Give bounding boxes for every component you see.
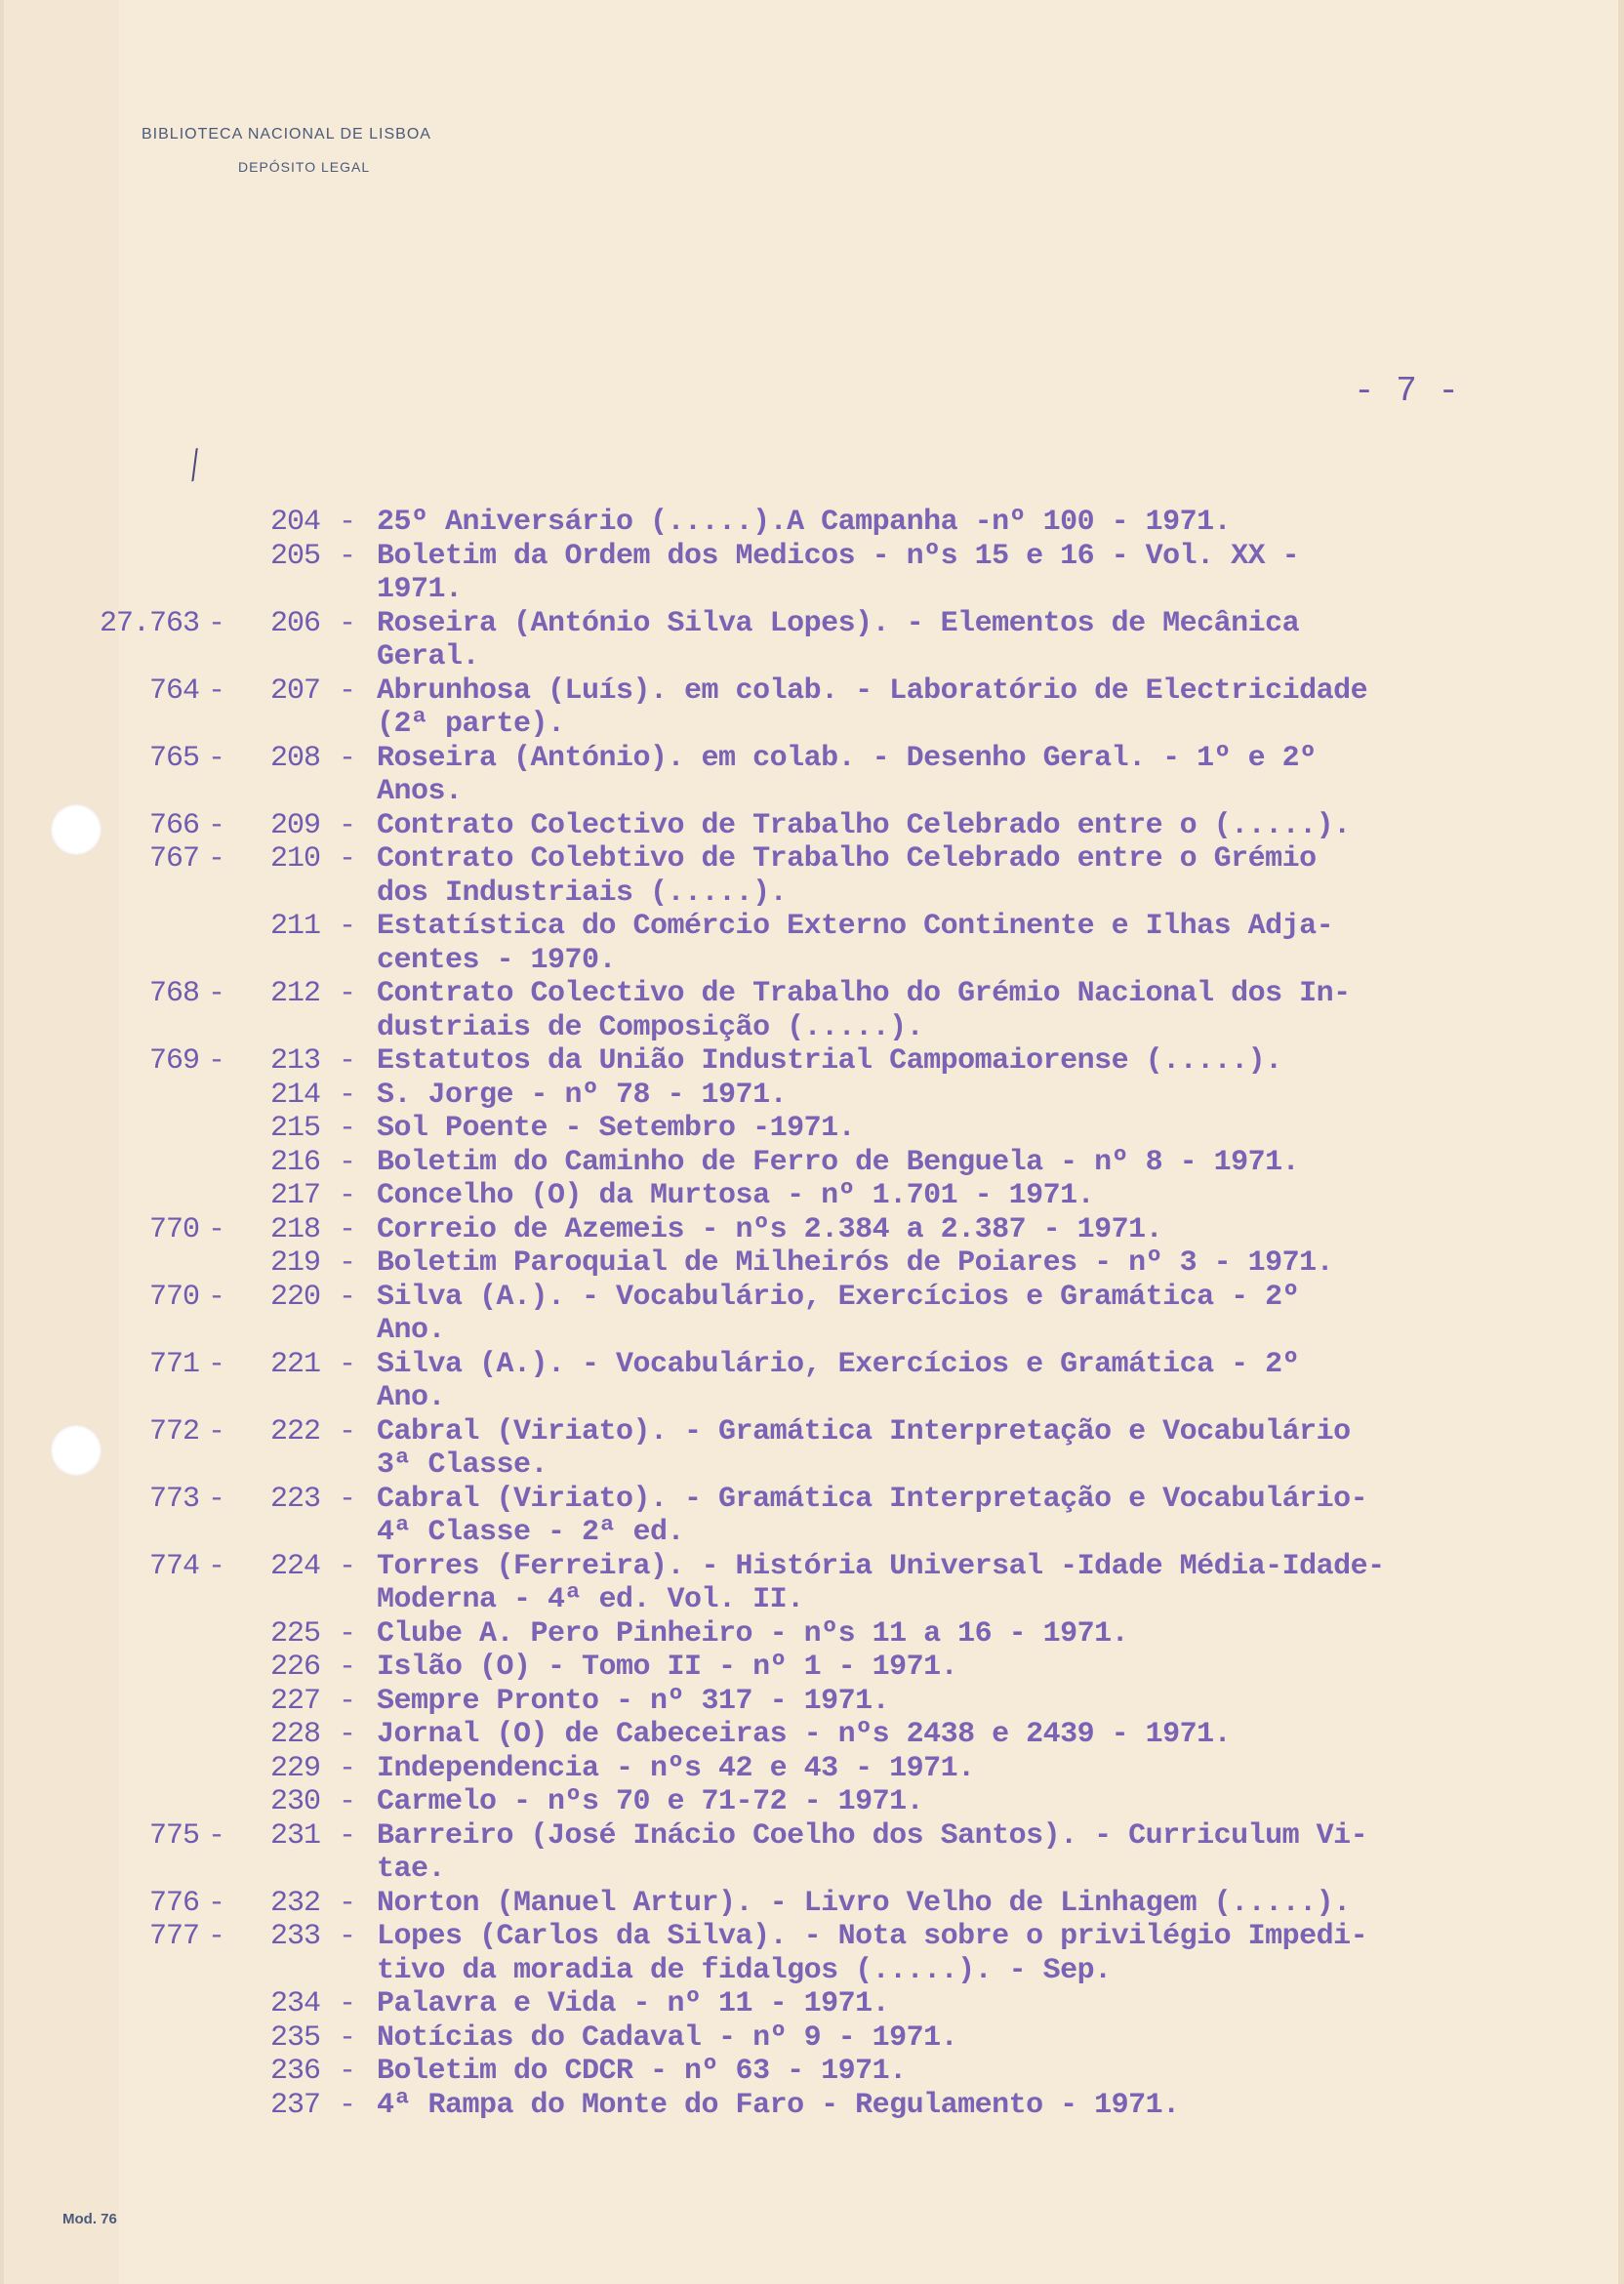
entry-number: 233 [269, 1920, 320, 1953]
entry-number: 224 [269, 1549, 320, 1583]
entry-row [4, 2021, 1624, 2056]
entry-row [4, 1246, 1624, 1281]
entry-number: 205 [269, 539, 320, 573]
entry-row [4, 2089, 1624, 2123]
entry-text: tae. [377, 1853, 446, 1886]
entry-number: 212 [269, 977, 320, 1010]
entry-number: 225 [269, 1616, 320, 1651]
separator-dash: - [338, 1920, 356, 1953]
separator-dash: - [207, 842, 225, 876]
entry-item [4, 1079, 1624, 1113]
entry-number: 213 [269, 1044, 320, 1078]
entry-row [4, 1819, 1624, 1854]
entry-continuation-row [4, 573, 1624, 607]
separator-dash: - [338, 1414, 356, 1448]
separator-dash: - [338, 673, 356, 708]
entry-row [4, 809, 1624, 843]
entry-number: 231 [269, 1818, 320, 1853]
accession-number: 770 [148, 1212, 199, 1246]
accession-number: 768 [148, 977, 199, 1010]
entry-number: 208 [269, 741, 320, 775]
separator-dash: - [338, 1684, 356, 1718]
accession-number: 767 [148, 842, 199, 876]
separator-dash: - [207, 741, 225, 775]
entry-item [4, 674, 1624, 742]
entry-item [4, 1415, 1624, 1483]
entry-row [4, 1483, 1624, 1517]
entry-item [4, 1146, 1624, 1180]
letterhead-department: DEPÓSITO LEGAL [238, 159, 371, 175]
entry-continuation-row [4, 1583, 1624, 1617]
entry-text: 4ª Classe - 2ª ed. [377, 1516, 685, 1549]
entry-item [4, 910, 1624, 977]
entry-text: Clube A. Pero Pinheiro - nºs 11 a 16 - 1971. [377, 1616, 1129, 1651]
entry-row [4, 1550, 1624, 1584]
entry-item [4, 1112, 1624, 1146]
entry-item [4, 1718, 1624, 1752]
entry-row [4, 1617, 1624, 1652]
separator-dash: - [338, 606, 356, 640]
entry-continuation-row [4, 640, 1624, 674]
entry-row [4, 1112, 1624, 1146]
entry-continuation-row [4, 1381, 1624, 1415]
separator-dash: - [338, 2088, 356, 2122]
separator-dash: - [207, 606, 225, 640]
accession-number: 776 [148, 1886, 199, 1920]
entry-text: Abrunhosa (Luís). em colab. - Laboratório de Electricidade [377, 673, 1368, 708]
entry-text: Boletim do CDCR - nº 63 - 1971. [377, 2055, 907, 2088]
separator-dash: - [338, 1482, 356, 1516]
entry-text: Boletim da Ordem dos Medicos - nºs 15 e 16 - Vol. XX - [377, 539, 1300, 573]
entry-item [4, 2089, 1624, 2123]
separator-dash: - [338, 2020, 356, 2055]
entry-number: 217 [269, 1179, 320, 1212]
entry-row [4, 1079, 1624, 1113]
entry-text: 1971. [377, 573, 463, 606]
entry-text: Boletim do Caminho de Ferro de Benguela - nº 8 - 1971. [377, 1145, 1300, 1179]
entry-number: 214 [269, 1078, 320, 1112]
entry-number: 227 [269, 1684, 320, 1718]
entry-number: 220 [269, 1280, 320, 1314]
entry-continuation-row [4, 877, 1624, 911]
entry-text: Norton (Manuel Artur). - Livro Velho de Linhagem (.....). [377, 1886, 1351, 1920]
entry-row [4, 674, 1624, 709]
entry-number: 216 [269, 1145, 320, 1179]
entry-item [4, 1752, 1624, 1786]
entry-number: 207 [269, 673, 320, 708]
entry-row [4, 1785, 1624, 1819]
entry-text: Lopes (Carlos da Silva). - Nota sobre o privilégio Impedi- [377, 1920, 1368, 1953]
entry-text: 4ª Rampa do Monte do Faro - Regulamento - 1971. [377, 2088, 1180, 2122]
separator-dash: - [207, 1920, 225, 1953]
entry-row [4, 1415, 1624, 1449]
entry-text: Sempre Pronto - nº 317 - 1971. [377, 1684, 890, 1718]
separator-dash: - [338, 741, 356, 775]
entry-text: Notícias do Cadaval - nº 9 - 1971. [377, 2020, 958, 2055]
entry-continuation-row [4, 944, 1624, 978]
entry-number: 221 [269, 1347, 320, 1381]
separator-dash: - [338, 1886, 356, 1920]
entry-text: Contrato Colebtivo de Trabalho Celebrado entre o Grémio [377, 842, 1317, 876]
separator-dash: - [207, 1414, 225, 1448]
entry-number: 204 [269, 506, 320, 539]
entry-item [4, 540, 1624, 607]
entry-continuation-row [4, 1853, 1624, 1887]
entry-item [4, 1213, 1624, 1247]
entry-text: Moderna - 4ª ed. Vol. II. [377, 1583, 804, 1616]
entry-item [4, 742, 1624, 809]
entry-item [4, 1550, 1624, 1617]
entry-item [4, 1685, 1624, 1719]
entry-row [4, 1752, 1624, 1786]
entry-item [4, 607, 1624, 674]
accession-number: 775 [148, 1818, 199, 1853]
entry-row [4, 977, 1624, 1011]
separator-dash: - [338, 1751, 356, 1785]
entry-text: Concelho (O) da Murtosa - nº 1.701 - 1971. [377, 1179, 1095, 1212]
separator-dash: - [338, 2055, 356, 2088]
entry-item [4, 2021, 1624, 2056]
entry-row [4, 1213, 1624, 1247]
entry-number: 211 [269, 910, 320, 943]
entry-number: 226 [269, 1651, 320, 1684]
entry-number: 219 [269, 1246, 320, 1280]
entry-row [4, 1987, 1624, 2021]
entry-text: Carmelo - nºs 70 e 71-72 - 1971. [377, 1785, 924, 1818]
entry-row [4, 1685, 1624, 1719]
separator-dash: - [207, 1044, 225, 1078]
entry-text: Sol Poente - Setembro -1971. [377, 1112, 856, 1145]
entry-row [4, 842, 1624, 877]
entry-text: (2ª parte). [377, 708, 565, 741]
entry-row [4, 1281, 1624, 1315]
entry-item [4, 1987, 1624, 2021]
separator-dash: - [338, 808, 356, 842]
entry-text: Boletim Paroquial de Milheirós de Poiares - nº 3 - 1971. [377, 1246, 1334, 1280]
separator-dash: - [338, 977, 356, 1010]
entry-number: 232 [269, 1886, 320, 1920]
entry-number: 206 [269, 606, 320, 640]
entry-continuation-row [4, 708, 1624, 742]
entry-item [4, 1617, 1624, 1652]
entry-row [4, 1887, 1624, 1921]
entry-item [4, 1348, 1624, 1415]
entry-item [4, 1044, 1624, 1079]
entry-row [4, 2055, 1624, 2089]
separator-dash: - [207, 1886, 225, 1920]
entry-text: Torres (Ferreira). - História Universal -Idade Média-Idade- [377, 1549, 1385, 1583]
entry-row [4, 1146, 1624, 1180]
entry-continuation-row [4, 1314, 1624, 1348]
accession-number: 765 [148, 741, 199, 775]
entry-text: Ano. [377, 1314, 446, 1347]
separator-dash: - [338, 1212, 356, 1246]
entry-continuation-row [4, 1011, 1624, 1045]
entry-item [4, 1887, 1624, 1921]
entry-item [4, 977, 1624, 1044]
entry-row [4, 910, 1624, 944]
separator-dash: - [338, 1280, 356, 1314]
separator-dash: - [207, 1818, 225, 1853]
entry-item [4, 1785, 1624, 1819]
entry-item [4, 506, 1624, 540]
entry-number: 235 [269, 2020, 320, 2055]
entry-text: tivo da moradia de fidalgos (.....). - Sep. [377, 1953, 1112, 1987]
pen-mark-icon: ╱ [183, 449, 208, 482]
entry-text: Correio de Azemeis - nºs 2.384 a 2.387 - 1971. [377, 1212, 1163, 1246]
entry-number: 222 [269, 1414, 320, 1448]
separator-dash: - [207, 977, 225, 1010]
entry-text: Silva (A.). - Vocabulário, Exercícios e Gramática - 2º [377, 1347, 1300, 1381]
entry-text: 3ª Classe. [377, 1448, 548, 1482]
entry-row [4, 1179, 1624, 1213]
separator-dash: - [338, 1347, 356, 1381]
entry-text: Estatutos da União Industrial Campomaiorense (.....). [377, 1044, 1282, 1078]
entry-item [4, 809, 1624, 843]
accession-number: 769 [148, 1044, 199, 1078]
entry-item [4, 1246, 1624, 1281]
entry-text: Jornal (O) de Cabeceiras - nºs 2438 e 2439 - 1971. [377, 1718, 1232, 1751]
separator-dash: - [338, 1616, 356, 1651]
entry-number: 228 [269, 1718, 320, 1751]
separator-dash: - [207, 1347, 225, 1381]
separator-dash: - [338, 1179, 356, 1212]
entry-text: Contrato Colectivo de Trabalho Celebrado entre o (.....). [377, 808, 1351, 842]
entry-item [4, 1651, 1624, 1685]
entry-number: 218 [269, 1212, 320, 1246]
entry-text: Anos. [377, 775, 463, 808]
entry-text: centes - 1970. [377, 943, 617, 977]
entry-continuation-row [4, 1954, 1624, 1988]
separator-dash: - [338, 506, 356, 539]
separator-dash: - [338, 842, 356, 876]
separator-dash: - [338, 1651, 356, 1684]
entry-row [4, 607, 1624, 641]
entry-continuation-row [4, 775, 1624, 809]
entry-text: Cabral (Viriato). - Gramática Interpretação e Vocabulário [377, 1414, 1351, 1448]
separator-dash: - [338, 1818, 356, 1853]
entry-number: 209 [269, 808, 320, 842]
entry-item [4, 1483, 1624, 1550]
entry-row [4, 1651, 1624, 1685]
entry-item [4, 1819, 1624, 1887]
separator-dash: - [207, 808, 225, 842]
entry-text: Ano. [377, 1381, 446, 1414]
entry-text: dos Industriais (.....). [377, 876, 788, 910]
entry-number: 223 [269, 1482, 320, 1516]
entry-text: Islão (O) - Tomo II - nº 1 - 1971. [377, 1651, 958, 1684]
entry-row [4, 742, 1624, 776]
entry-number: 215 [269, 1112, 320, 1145]
separator-dash: - [338, 1044, 356, 1078]
entry-item [4, 1920, 1624, 1987]
entry-text: Silva (A.). - Vocabulário, Exercícios e Gramática - 2º [377, 1280, 1300, 1314]
entry-text: Estatística do Comércio Externo Continente e Ilhas Adja- [377, 910, 1334, 943]
entry-text: Cabral (Viriato). - Gramática Interpretação e Vocabulário- [377, 1482, 1368, 1516]
entry-text: Roseira (António). em colab. - Desenho Geral. - 1º e 2º [377, 741, 1317, 775]
separator-dash: - [338, 1785, 356, 1818]
entry-text: 25º Aniversário (.....).A Campanha -nº 100 - 1971. [377, 506, 1232, 539]
separator-dash: - [338, 1549, 356, 1583]
entry-list [4, 506, 1624, 2122]
entry-item [4, 842, 1624, 910]
entry-text: S. Jorge - nº 78 - 1971. [377, 1078, 788, 1112]
entry-text: dustriais de Composição (.....). [377, 1010, 924, 1044]
entry-item [4, 1281, 1624, 1348]
entry-text: Barreiro (José Inácio Coelho dos Santos). - Curriculum Vi- [377, 1818, 1368, 1853]
accession-number: 773 [148, 1482, 199, 1516]
accession-number: 772 [148, 1414, 199, 1448]
entry-number: 237 [269, 2088, 320, 2122]
separator-dash: - [338, 1246, 356, 1280]
separator-dash: - [207, 673, 225, 708]
letterhead-institution: BIBLIOTECA NACIONAL DE LISBOA [142, 126, 431, 143]
entry-row [4, 1044, 1624, 1079]
entry-number: 236 [269, 2055, 320, 2088]
entry-continuation-row [4, 1516, 1624, 1550]
separator-dash: - [338, 1987, 356, 2020]
entry-row [4, 1718, 1624, 1752]
entry-row [4, 506, 1624, 540]
form-number: Mod. 76 [62, 2211, 117, 2227]
entry-text: Roseira (António Silva Lopes). - Elementos de Mecânica [377, 606, 1300, 640]
entry-number: 230 [269, 1785, 320, 1818]
accession-number: 777 [148, 1920, 199, 1953]
accession-number: 771 [148, 1347, 199, 1381]
entry-item [4, 2055, 1624, 2089]
separator-dash: - [207, 1212, 225, 1246]
entry-number: 229 [269, 1751, 320, 1785]
accession-number: 766 [148, 808, 199, 842]
entry-row [4, 1348, 1624, 1382]
entry-text: Geral. [377, 640, 480, 673]
entry-continuation-row [4, 1448, 1624, 1483]
separator-dash: - [338, 1078, 356, 1112]
entry-text: Palavra e Vida - nº 11 - 1971. [377, 1987, 890, 2020]
entry-number: 210 [269, 842, 320, 876]
accession-number: 770 [148, 1280, 199, 1314]
entry-row [4, 1920, 1624, 1954]
page-number: - 7 - [1354, 371, 1460, 411]
separator-dash: - [338, 1718, 356, 1751]
entry-number: 234 [269, 1987, 320, 2020]
accession-number: 774 [148, 1549, 199, 1583]
separator-dash: - [207, 1549, 225, 1583]
accession-number: 27.763 [99, 606, 199, 640]
separator-dash: - [338, 539, 356, 573]
separator-dash: - [338, 910, 356, 943]
separator-dash: - [338, 1145, 356, 1179]
entry-item [4, 1179, 1624, 1213]
separator-dash: - [338, 1112, 356, 1145]
entry-row [4, 540, 1624, 574]
separator-dash: - [207, 1482, 225, 1516]
entry-text: Contrato Colectivo de Trabalho do Grémio Nacional dos In- [377, 977, 1351, 1010]
entry-text: Independencia - nºs 42 e 43 - 1971. [377, 1751, 975, 1785]
accession-number: 764 [148, 673, 199, 708]
separator-dash: - [207, 1280, 225, 1314]
